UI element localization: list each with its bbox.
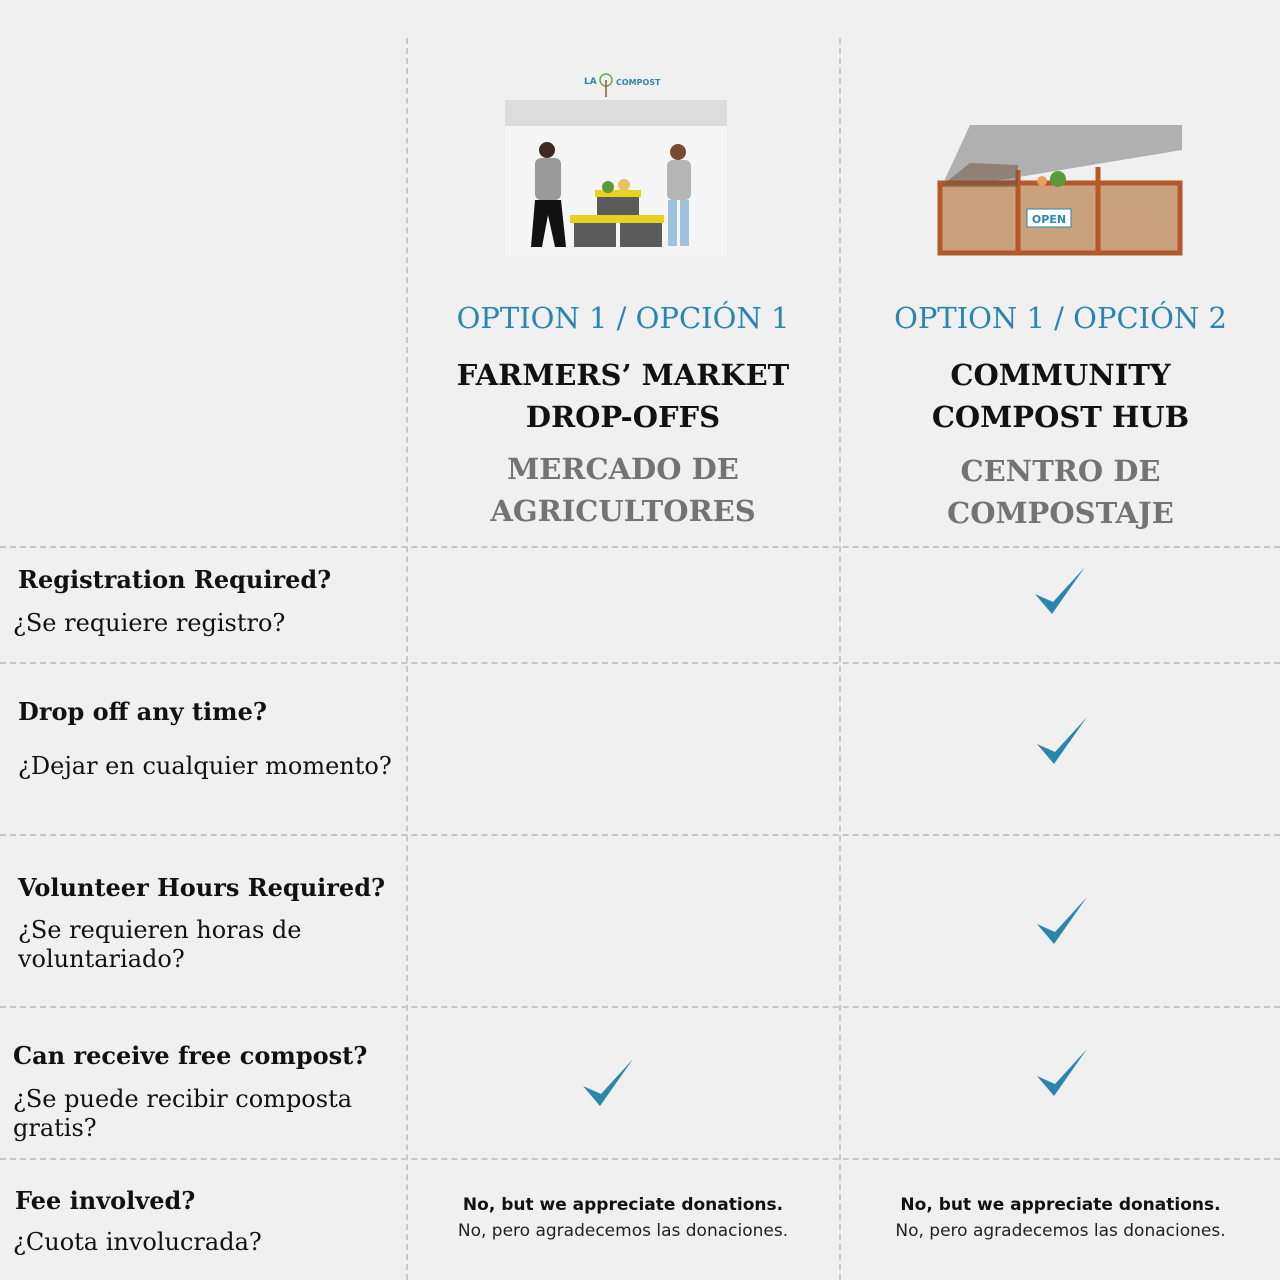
option-1-title-en-line1: FARMERS’ MARKET	[456, 358, 790, 392]
row-dropoff-question-en: Drop off any time?	[18, 697, 267, 726]
logo-text-right: COMPOST	[616, 78, 661, 87]
option-2-fee	[841, 1192, 1280, 1244]
option-2-label: OPTION 1 / OPCIÓN 2	[894, 301, 1227, 335]
row-divider	[0, 1158, 1280, 1160]
compost-hub-illustration	[930, 115, 1190, 260]
check-icon	[1034, 1046, 1090, 1102]
column-divider-2	[839, 38, 841, 1280]
row-free-compost-question-en: Can receive free compost?	[13, 1041, 368, 1070]
check-icon	[580, 1056, 636, 1112]
option-1-title-es-line1: MERCADO DE	[507, 452, 739, 486]
option-1-title-en-line2: DROP-OFFS	[525, 400, 721, 434]
option-1-fee-en: No, but we appreciate donations.	[462, 1195, 784, 1215]
row-fee-question-es: ¿Cuota involucrada?	[13, 1228, 262, 1256]
option-2-title-en-line2: COMPOST HUB	[931, 400, 1190, 434]
check-icon	[1032, 564, 1088, 620]
farmers-market-illustration	[500, 95, 730, 260]
logo-text-left: LA	[584, 77, 597, 87]
option-2-title-es-line2: COMPOSTAJE	[947, 496, 1174, 530]
row-divider	[0, 546, 1280, 548]
row-registration-question-en: Registration Required?	[18, 565, 332, 594]
row-volunteer-question-en: Volunteer Hours Required?	[18, 873, 386, 902]
option-1-title-es-line2: AGRICULTORES	[490, 494, 756, 528]
column-divider-1	[406, 38, 408, 1280]
option-1-header	[408, 300, 838, 532]
option-2-fee-es: No, pero agradecemos las donaciones.	[895, 1221, 1226, 1241]
option-2-header	[841, 300, 1280, 534]
row-divider	[0, 1006, 1280, 1008]
row-registration-question-es: ¿Se requiere registro?	[13, 609, 286, 637]
row-volunteer-question-es: ¿Se requieren horas de voluntariado?	[18, 916, 302, 973]
row-divider	[0, 662, 1280, 664]
row-divider	[0, 834, 1280, 836]
option-1-label: OPTION 1 / OPCIÓN 1	[456, 301, 790, 335]
option-1-fee-es: No, pero agradecemos las donaciones.	[457, 1221, 789, 1241]
open-sign: OPEN	[1031, 213, 1067, 226]
option-2-fee-en: No, but we appreciate donations.	[900, 1195, 1221, 1215]
option-2-title-es-line1: CENTRO DE	[960, 454, 1161, 488]
row-free-compost-question-es: ¿Se puede recibir composta gratis?	[13, 1085, 353, 1142]
row-fee-question-en: Fee involved?	[15, 1186, 196, 1215]
check-icon	[1034, 714, 1090, 770]
check-icon	[1034, 894, 1090, 950]
row-dropoff-question-es: ¿Dejar en cualquier momento?	[18, 752, 392, 780]
option-1-fee	[408, 1192, 838, 1244]
option-2-title-en-line1: COMMUNITY	[950, 358, 1171, 392]
